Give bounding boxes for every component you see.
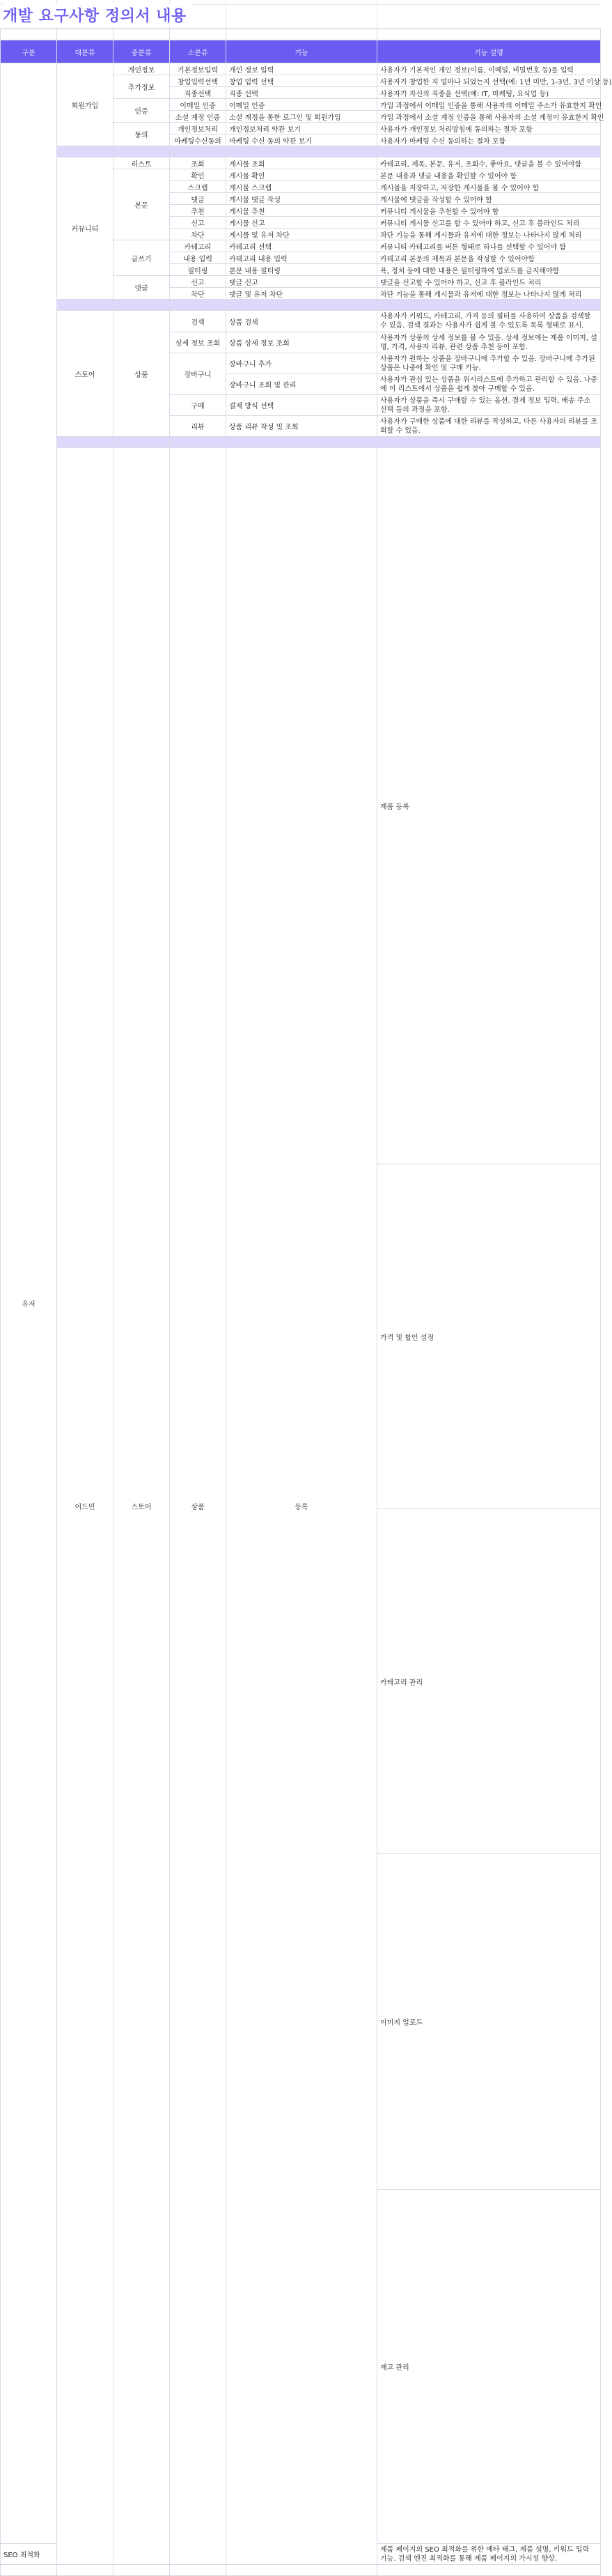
function-cell[interactable]: 게시물 조회: [226, 157, 377, 169]
function-cell[interactable]: 게시물 확인: [226, 169, 377, 181]
function-cell[interactable]: 직종 선택: [226, 87, 377, 99]
requirements-table: [0, 29, 612, 2576]
spacer-row: [1, 2565, 601, 2576]
mid-consent[interactable]: 동의: [113, 123, 170, 146]
sub-cell[interactable]: 소셜 계정 인증: [170, 111, 226, 123]
separator-row: [1, 300, 601, 311]
function-cell[interactable]: 이메일 인증: [226, 99, 377, 111]
header-category[interactable]: 구분: [1, 40, 57, 63]
description-cell[interactable]: 카테고리 본문의 제목과 본문을 작성할 수 있어야함: [377, 252, 601, 264]
function-cell[interactable]: 가격 및 할인 설정: [377, 1164, 601, 1509]
description-cell[interactable]: 본문 내용과 댓글 내용을 확인할 수 있어야 함: [377, 169, 601, 181]
header-major[interactable]: 대분류: [57, 40, 113, 63]
function-cell[interactable]: 결제 방식 선택: [226, 395, 377, 416]
mid-list[interactable]: 리스트: [113, 157, 170, 169]
description-cell[interactable]: 사용자가 기본적인 개인 정보(이름, 이메일, 비밀번호 등)를 입력: [377, 63, 601, 75]
table-row: [1, 157, 601, 169]
category-user[interactable]: 유저: [1, 63, 57, 2544]
function-cell[interactable]: 게시물 및 유저 차단: [226, 229, 377, 240]
header-row: [1, 40, 601, 63]
sub-cell[interactable]: 구매: [170, 395, 226, 416]
description-cell[interactable]: 사용자가 상품을 즉시 구매할 수 있는 옵션. 결제 정보 입력, 배송 주소 선택 등의 과정을 포함.: [377, 395, 601, 416]
function-cell[interactable]: 개인 정보 입력: [226, 63, 377, 75]
mid-write[interactable]: 글쓰기: [113, 240, 170, 276]
separator-row: [1, 146, 601, 157]
function-cell[interactable]: 창업 입력 선택: [226, 75, 377, 87]
description-cell[interactable]: 욕, 정치 등에 대한 내용은 필터링하여 업로드를 금지해야함: [377, 264, 601, 276]
mid-info[interactable]: 개인정보: [113, 63, 170, 75]
function-cell[interactable]: 게시물 댓글 작성: [226, 193, 377, 205]
mid-body[interactable]: 본문: [113, 169, 170, 240]
function-cell[interactable]: 상품 리뷰 작성 및 조회: [226, 416, 377, 437]
sub-cell[interactable]: 추천: [170, 205, 226, 217]
description-cell[interactable]: 사용자가 자신의 직종을 선택(예: IT, 마케팅, 요식업 등): [377, 87, 601, 99]
sub-cell[interactable]: 마케팅수신동의: [170, 134, 226, 146]
sub-cart[interactable]: 장바구니: [170, 353, 226, 395]
table-row: [1, 63, 601, 75]
description-cell[interactable]: 게시물에 댓글을 작성할 수 있어야 함: [377, 193, 601, 205]
mid-auth[interactable]: 인증: [113, 99, 170, 123]
function-cell[interactable]: 게시물 추천: [226, 205, 377, 217]
mid-additional[interactable]: 추가정보: [113, 75, 170, 99]
separator-row: [1, 437, 601, 448]
sub-cell[interactable]: 댓글: [170, 193, 226, 205]
function-cell[interactable]: SEO 최적화: [1, 2544, 57, 2565]
function-cell[interactable]: 장바구니 조회 및 관리: [226, 374, 377, 395]
function-cell[interactable]: 게시물 스크랩: [226, 181, 377, 193]
sub-cell[interactable]: 상세 정보 조회: [170, 332, 226, 353]
function-cell[interactable]: 제품 등록: [377, 448, 601, 1164]
sub-cell[interactable]: 검색: [170, 311, 226, 332]
function-cell[interactable]: 댓글 신고: [226, 276, 377, 288]
admin-major-store[interactable]: 스토어: [113, 448, 170, 2565]
description-cell[interactable]: 가입 과정에서 소셜 계정 인증을 통해 사용자의 소셜 계정이 유효한지 확인: [377, 111, 601, 123]
function-cell[interactable]: 상품 상세 정보 조회: [226, 332, 377, 353]
table-row: [1, 311, 601, 332]
sub-cell[interactable]: 개인정보처리: [170, 123, 226, 134]
description-cell[interactable]: 사용자가 마케팅 수신 동의하는 절차 포함: [377, 134, 601, 146]
description-cell[interactable]: 커뮤니티 카테고리를 버튼 형태로 하나를 선택할 수 있어야 함: [377, 240, 601, 252]
sub-cell[interactable]: 리뷰: [170, 416, 226, 437]
description-cell[interactable]: 댓글을 신고할 수 있어야 하고, 신고 후 블라인드 처리: [377, 276, 601, 288]
sub-cell[interactable]: 이메일 인증: [170, 99, 226, 111]
sub-cell[interactable]: 차단: [170, 288, 226, 300]
description-cell[interactable]: 사용자가 관심 있는 상품을 위시리스트에 추가하고 관리할 수 있음. 나중에 이 리스트에서 상품을 쉽게 찾아 구매할 수 있음.: [377, 374, 601, 395]
function-cell[interactable]: 카테고리 내용 입력: [226, 252, 377, 264]
mid-product[interactable]: 상품: [113, 311, 170, 437]
function-cell[interactable]: 상품 검색: [226, 311, 377, 332]
header-description[interactable]: 기능 설명: [377, 40, 601, 63]
function-cell[interactable]: 이미지 업로드: [377, 1854, 601, 2190]
title-row: [0, 0, 600, 29]
description-cell[interactable]: 차단 기능을 통해 게시물과 유저에 대한 정보는 나타나지 않게 처리: [377, 229, 601, 240]
description-cell[interactable]: 차단 기능을 통해 게시물과 유저에 대한 정보는 나타나지 않게 처리: [377, 288, 601, 300]
description-cell[interactable]: 카테고리, 제목, 본문, 유저, 조회수, 좋아요, 댓글을 볼 수 있어야함: [377, 157, 601, 169]
sub-cell[interactable]: 스크랩: [170, 181, 226, 193]
category-admin[interactable]: 어드민: [57, 448, 113, 2565]
function-cell[interactable]: 본문 내용 필터링: [226, 264, 377, 276]
function-cell[interactable]: 카테고리 선택: [226, 240, 377, 252]
function-cell[interactable]: 장바구니 추가: [226, 353, 377, 374]
description-cell[interactable]: 사용자가 키워드, 카테고리, 가격 등의 필터를 사용하여 상품을 검색할 수 있음. 검색 결과는 사용자가 쉽게 볼 수 있도록 목록 형태로 표시.: [377, 311, 601, 332]
header-function[interactable]: 기능: [226, 40, 377, 63]
sub-cell[interactable]: 확인: [170, 169, 226, 181]
function-cell[interactable]: 소셜 계정을 통한 로그인 및 회원가입: [226, 111, 377, 123]
description-cell[interactable]: 사용자가 상품의 상세 정보를 볼 수 있음. 상세 정보에는 제품 이미지, 설명, 가격, 사용자 리뷰, 관련 상품 추천 등이 포함.: [377, 332, 601, 353]
sub-cell[interactable]: 필터링: [170, 264, 226, 276]
sub-cell[interactable]: 창업입력선택: [170, 75, 226, 87]
admin-mid-product[interactable]: 상품: [170, 448, 226, 2565]
description-cell[interactable]: 커뮤니티 게시물을 추천할 수 있어야 함: [377, 205, 601, 217]
document-title: 개발 요구사항 정의서 내용: [3, 4, 191, 26]
description-cell[interactable]: 사용자가 원하는 상품을 장바구니에 추가할 수 있음. 장바구니에 추가된 상품은 나중에 확인 및 구매 가능.: [377, 353, 601, 374]
header-middle[interactable]: 중분류: [113, 40, 170, 63]
function-cell[interactable]: 재고 관리: [377, 2190, 601, 2544]
sub-cell[interactable]: 차단: [170, 229, 226, 240]
description-cell[interactable]: 사용자가 창업한 지 얼마나 되었는지 선택(예: 1년 미만, 1-3년, 3년 이상 등): [377, 75, 601, 87]
description-cell[interactable]: 제품 페이지의 SEO 최적화를 위한 메타 태그, 제품 설명, 키워드 입력 기능. 검색 엔진 최적화를 통해 제품 페이지의 가시성 향상.: [377, 2544, 601, 2565]
function-cell[interactable]: 개인정보처리 약관 보기: [226, 123, 377, 134]
function-cell[interactable]: 댓글 및 유저 차단: [226, 288, 377, 300]
description-cell[interactable]: 사용자가 구매한 상품에 대한 리뷰를 작성하고, 다른 사용자의 리뷰를 조회할 수 있음.: [377, 416, 601, 437]
sub-cell[interactable]: 직종선택: [170, 87, 226, 99]
sub-cell[interactable]: 내용 입력: [170, 252, 226, 264]
admin-sub-register[interactable]: 등록: [226, 448, 377, 2565]
description-cell[interactable]: 가입 과정에서 이메일 인증을 통해 사용자의 이메일 주소가 유효한지 확인: [377, 99, 601, 111]
spacer-row: [1, 29, 601, 40]
sub-cell[interactable]: 기본정보입력: [170, 63, 226, 75]
description-cell[interactable]: 커뮤니티 게시물 신고를 할 수 있어야 하고, 신고 후 블라인드 처리: [377, 217, 601, 229]
mid-comment[interactable]: 댓글: [113, 276, 170, 300]
table-row: [1, 448, 601, 1164]
major-community[interactable]: 커뮤니티: [57, 157, 113, 300]
function-cell[interactable]: 카테고리 관리: [377, 1509, 601, 1854]
function-cell[interactable]: 게시물 신고: [226, 217, 377, 229]
major-member[interactable]: 회원가입: [57, 63, 113, 146]
description-cell[interactable]: 사용자가 개인정보 처리방침에 동의하는 절차 포함: [377, 123, 601, 134]
header-minor[interactable]: 소분류: [170, 40, 226, 63]
sub-cell[interactable]: 조회: [170, 157, 226, 169]
function-cell[interactable]: 마케팅 수신 동의 약관 보기: [226, 134, 377, 146]
major-store[interactable]: 스토어: [57, 311, 113, 437]
sub-cell[interactable]: 신고: [170, 276, 226, 288]
description-cell[interactable]: 게시물을 저장하고, 저장한 게시물을 볼 수 있어야 함: [377, 181, 601, 193]
sub-cell[interactable]: 신고: [170, 217, 226, 229]
sub-cell[interactable]: 카테고리: [170, 240, 226, 252]
